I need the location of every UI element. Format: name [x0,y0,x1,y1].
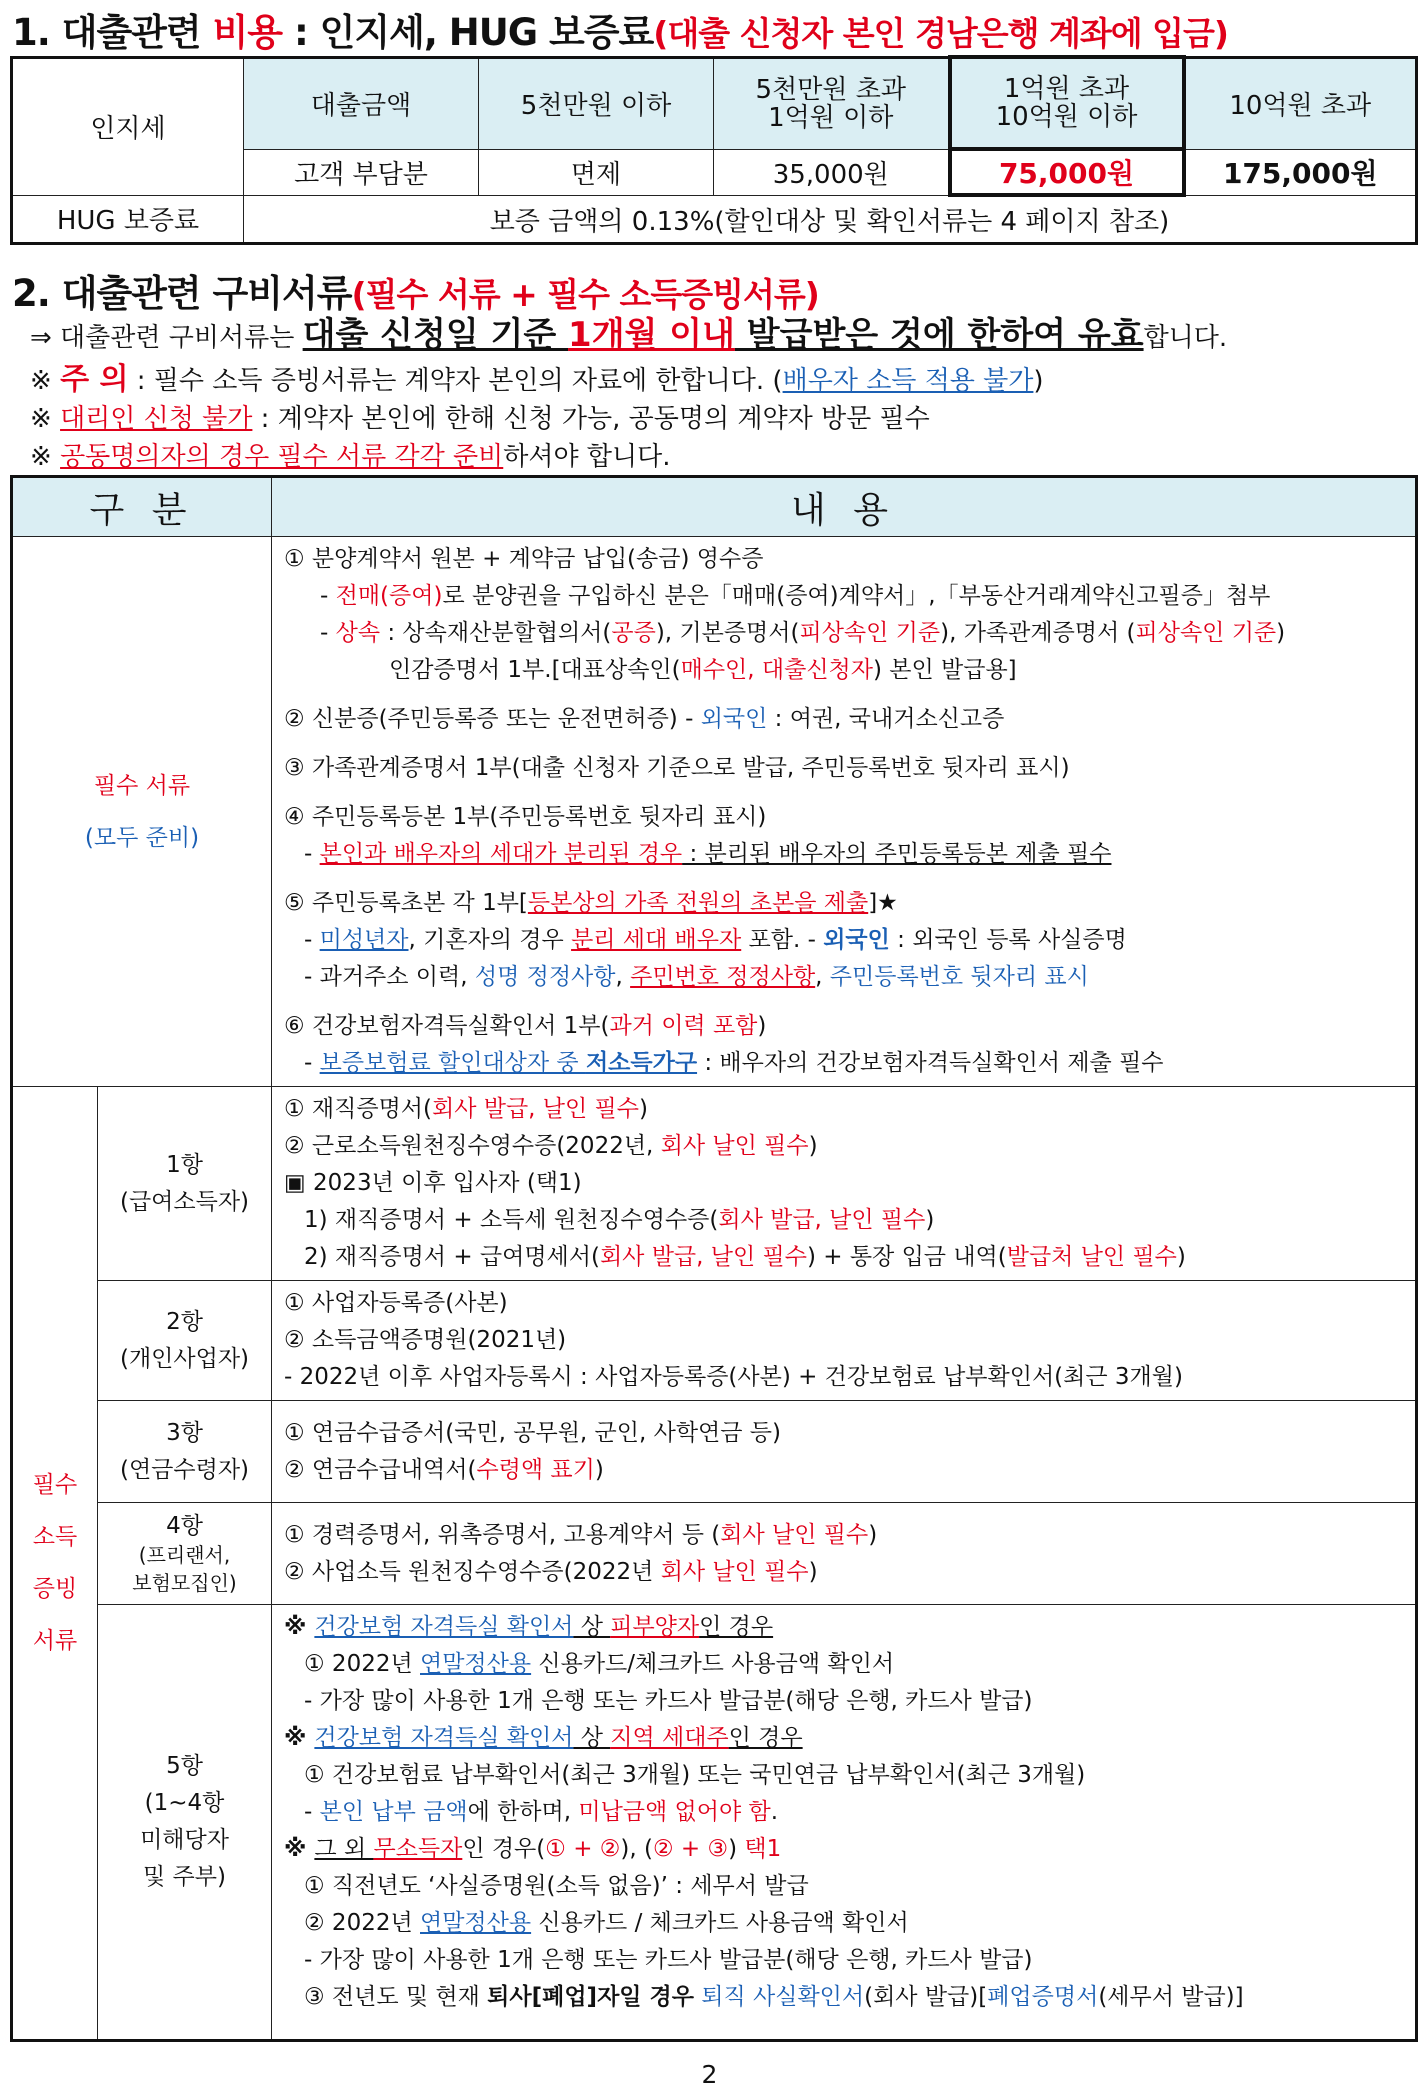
i5-b1: ① 건강보험료 납부확인서(최근 3개월) 또는 국민연금 납부확인서(최근 3개월) [304,1762,1086,1788]
income-5-content [272,1605,1417,2041]
proxy-red: 대리인 신청 불가 [60,404,253,434]
t: : 상속재산분할협의서( [380,620,612,646]
required-label: 필수 서류 [93,772,191,799]
income-1-content [272,1087,1417,1281]
section1-number: 1. [12,11,50,54]
joint-red: 공동명의자의 경우 필수 서류 각각 준비 [60,442,504,472]
t: 회사 날인 필수 [660,1133,809,1159]
income-3-label [98,1401,272,1503]
income-3-type: (연금수령자) [119,1456,250,1483]
fee-header-amount: 대출금액 [244,57,479,149]
t: 보증보험료 할인대상자 중 [319,1050,586,1076]
notes [30,312,1227,476]
t: 주민번호 정정사항 [630,964,816,990]
validity-post: 합니다. [1143,323,1228,353]
fee-header-50m-100m: 5천만원 초과 1억원 이하 [714,57,950,149]
income-4-label [98,1503,272,1605]
t: , [615,964,631,990]
fee-value-exempt: 면제 [479,149,714,195]
t: ]★ [868,890,898,916]
income-label-4: 서류 [32,1628,78,1654]
t: 회사 날인 필수 [660,1558,809,1585]
i5-c1: ① 직전년도 ‘사실증명원(소득 없음)’ : 세무서 발급 [304,1873,809,1899]
doc-item-4a [284,836,1415,873]
t: ② 2022년 [304,1910,420,1936]
t: (세무서 발급)] [1098,1984,1244,2010]
income-4-num: 4항 [166,1512,203,1539]
doc-item-5b [284,959,1415,996]
doc-item-1c [284,652,1415,689]
section2-title: 대출관련 구비서류 [61,272,352,315]
t: - [304,1799,320,1825]
section2-number: 2. [12,272,50,315]
t: 폐업증명서 [987,1984,1099,2010]
i1-5 [284,1239,1415,1276]
t: ), 가족관계증명서 ( [940,620,1136,646]
t: 2) 재직증명서 + 급여명세서( [304,1244,600,1270]
t: 회사 날인 필수 [720,1521,869,1548]
t: 분리 세대 배우자 [571,927,742,953]
income-2-type: (개인사업자) [119,1345,250,1372]
caution-mark: ※ [30,366,52,396]
t: ② 사업소득 원천징수영수증(2022년 [284,1558,661,1585]
t: 퇴직 사실확인서 [701,1984,865,2010]
t: ) [639,1096,648,1122]
fee-header-under-50m: 5천만원 이하 [479,57,714,149]
caution-end: ) [1033,366,1044,396]
i2-2: ② 소득금액증명원(2021년) [284,1327,567,1353]
t: 피상속인 기준 [1135,620,1277,646]
t: ) 본인 발급용] [872,657,1017,683]
t: ① + ② [545,1836,621,1862]
section1-title: 대출관련 [61,11,201,54]
caution-spouse: 배우자 소득 적용 불가 [782,366,1034,396]
doc-item-3: ③ 가족관계증명서 1부(대출 신청자 기준으로 발급, 주민등록번호 뒷자리 표시) [284,755,1070,781]
income-1-label [98,1087,272,1281]
t: , 기혼자의 경우 [408,927,572,953]
t: 신용카드 / 체크카드 사용금액 확인서 [531,1910,909,1936]
t: - 과거주소 이력, [304,964,475,990]
t: 건강보험 자격득실 확인서 [314,1725,574,1751]
income-2-content [272,1281,1417,1401]
doc-item-1: ① 분양계약서 원본 + 계약금 납입(송금) 영수증 [284,546,764,572]
i2-3: - 2022년 이후 사업자등록시 : 사업자등록증(사본) + 건강보험료 납부확인서(최근 3개월) [284,1364,1183,1390]
income-4-content [272,1503,1417,1605]
t: ), 기본증명서( [655,620,800,646]
i4-1 [284,1517,1415,1554]
caution-label: 주 의 [60,362,129,397]
t: 인감증명서 1부.[대표상속인( [389,657,681,683]
t: ), ( [620,1836,653,1862]
t: 외국인 [700,706,768,732]
t: 미성년자 [319,927,409,953]
i1-3: ▣ 2023년 이후 입사자 (택1) [284,1170,582,1196]
t: 인 경우( [462,1836,546,1862]
validity-a: 대출 신청일 기준 [302,315,569,355]
validity-red: 1개월 이내 [568,315,735,355]
doc-item-5 [284,885,1415,922]
t: 신용카드/체크카드 사용금액 확인서 [531,1651,895,1677]
hug-fee-label: HUG 보증료 [12,195,244,243]
t: - [320,583,336,609]
i5-a2: - 가장 많이 사용한 1개 은행 또는 카드사 발급분(해당 은행, 카드사 발급) [304,1688,1033,1714]
i3-1: ① 연금수급증서(국민, 공무원, 군인, 사학연금 등) [284,1419,781,1446]
t: 과거 이력 포함 [609,1013,758,1039]
t: ) [868,1521,878,1548]
t: ) [1276,620,1286,646]
t: - [320,620,336,646]
t: ① 재직증명서( [284,1096,432,1122]
t: ※ [284,1725,315,1751]
t: ) [808,1558,818,1585]
t: 외국인 [823,927,890,953]
t: . [770,1799,779,1825]
i5-c2 [284,1905,1415,1942]
section1-heading [12,2,1228,56]
joint-note [30,438,1227,476]
t: 포함. - [741,927,824,953]
validity-b: 발급받은 것에 한하여 유효 [734,315,1144,355]
t: - [304,1050,320,1076]
income-label-2: 소득 [32,1524,78,1550]
category-header: 구 분 [12,477,272,537]
t: ) [808,1133,818,1159]
t: ※ [284,1614,315,1640]
t: - [304,927,320,953]
t: 저소득가구 [585,1050,698,1076]
income-4-type-b: 보험모집인) [132,1570,237,1595]
proxy-text: : 계약자 본인에 한해 신청 가능, 공동명의 계약자 방문 필수 [252,404,930,434]
documents-table [10,475,1418,2042]
section2-title-note: (필수 서류 + 필수 소득증빙서류) [351,275,819,314]
caution-text: : 필수 소득 증빙서류는 계약자 본인의 자료에 한합니다. ( [136,366,783,396]
t: 주민등록번호 뒷자리 표시 [829,964,1089,990]
t: : 분리된 배우자의 주민등록등본 제출 필수 [682,841,1112,867]
joint-mark: ※ [30,442,52,472]
t: 본인 납부 금액 [319,1799,468,1825]
income-docs-label [12,1087,98,2041]
i5-c [284,1831,1415,1868]
t: 1) 재직증명서 + 소득세 원천징수영수증( [304,1207,719,1233]
doc-item-4: ④ 주민등록등본 1부(주민등록번호 뒷자리 표시) [284,804,767,830]
t: 상속 [335,620,381,646]
t: 연말정산용 [420,1651,532,1677]
i5-c3: - 가장 많이 사용한 1개 은행 또는 카드사 발급분(해당 은행, 카드사 발급) [304,1947,1033,1973]
required-label-all: (모두 준비) [84,824,200,851]
t: , [815,964,830,990]
required-docs-content [272,537,1417,1087]
income-5-type-c: 및 주부) [143,1864,226,1890]
t: 전매(증여) [335,583,443,609]
fee-header-100m-1b: 1억원 초과 10억원 이하 [950,57,1184,149]
section2-heading [12,263,819,317]
income-1-num: 1항 [166,1151,203,1178]
section1-title-highlight: 비용 [212,11,283,54]
doc-item-6 [284,1008,1415,1045]
t: ) [757,1013,767,1039]
income-1-type: (급여소득자) [119,1188,250,1215]
income-4-type-a: (프리랜서, [138,1542,231,1567]
t: ② 근로소득원천징수영수증(2022년, [284,1133,661,1159]
income-2-label [98,1281,272,1401]
stamp-tax-label: 인지세 [12,57,244,195]
t: 피상속인 기준 [799,620,941,646]
t: 회사 발급, 날인 필수 [432,1096,639,1122]
doc-item-2 [284,701,1415,738]
t: ) [925,1207,935,1233]
t: ⑤ 주민등록초본 각 1부[ [284,890,528,916]
hug-fee-text: 보증 금액의 0.13%(할인대상 및 확인서류는 4 페이지 참조) [244,195,1417,243]
t: ) [1176,1244,1186,1270]
i1-1 [284,1091,1415,1128]
fee-header-over-1b: 10억원 초과 [1184,57,1417,149]
i4-2 [284,1554,1415,1591]
t: : 외국인 등록 사실증명 [889,927,1127,953]
fee-value-175000: 175,000원 [1184,149,1417,195]
t: ② 신분증(주민등록증 또는 운전면허증) - [284,706,701,732]
t: 본인과 배우자의 세대가 분리된 경우 [319,841,683,867]
i5-a1 [284,1646,1415,1683]
t: 미납금액 없어야 함 [578,1799,771,1825]
t: 택1 [744,1836,782,1862]
t: 에 한하며, [467,1799,579,1825]
customer-burden-label: 고객 부담분 [244,149,479,195]
t: 피부양자 [610,1614,700,1640]
i5-b2 [284,1794,1415,1831]
t: 상 [573,1614,611,1640]
page-number: 2 [701,2060,718,2089]
t: ③ 전년도 및 현재 [304,1984,488,2010]
income-5-type-b: 미해당자 [140,1827,229,1853]
i2-1: ① 사업자등록증(사본) [284,1290,508,1316]
t: 매수인, 대출신청자 [680,657,873,683]
income-label-1: 필수 [32,1472,78,1498]
t: 건강보험 자격득실 확인서 [314,1614,574,1640]
t: 수령액 표기 [476,1456,595,1483]
t: - [304,841,320,867]
t: ) + 통장 입금 내역( [806,1244,1007,1270]
t: ① 2022년 [304,1651,420,1677]
t: 발급처 날인 필수 [1006,1244,1177,1270]
fee-value-35000: 35,000원 [714,149,950,195]
t: ① 경력증명서, 위촉증명서, 고용계약서 등 ( [284,1521,721,1548]
t: 성명 정정사항 [474,964,616,990]
income-label-3: 증빙 [32,1576,78,1602]
i3-2 [284,1452,1415,1489]
t: 회사 발급, 날인 필수 [599,1244,807,1270]
section1-title-rest: : 인지세, HUG 보증료 [293,11,654,54]
doc-item-1a [284,578,1415,615]
t: 등본상의 가족 전원의 초본을 제출 [527,890,869,916]
content-header: 내 용 [272,477,1417,537]
t: 인 경우 [728,1725,803,1751]
t: ② 연금수급내역서( [284,1456,477,1483]
doc-item-1b [284,615,1415,652]
doc-item-5a [284,922,1415,959]
i5-a [284,1609,1415,1646]
income-3-content [272,1401,1417,1503]
doc-item-6a [284,1045,1415,1082]
caution-note [30,361,1227,400]
t: ※ [284,1836,315,1862]
joint-text: 하셔야 합니다. [503,442,671,472]
proxy-note [30,400,1227,438]
section1-title-note: (대출 신청자 본인 경남은행 계좌에 입금) [653,14,1228,53]
fee-value-75000: 75,000원 [950,149,1184,195]
t: 연말정산용 [420,1910,532,1936]
t: 인 경우 [699,1614,774,1640]
income-5-type-a: (1~4항 [144,1790,225,1816]
i5-c4 [284,1979,1415,2016]
t: ) [594,1456,604,1483]
required-docs-label [12,537,272,1087]
t: 공증 [611,620,656,646]
i1-2 [284,1128,1415,1165]
income-5-num: 5항 [166,1753,203,1779]
t: 회사 발급, 날인 필수 [718,1207,926,1233]
t: 지역 세대주 [610,1725,729,1751]
t: ) [728,1836,745,1862]
income-2-num: 2항 [166,1308,203,1335]
income-3-num: 3항 [166,1419,203,1446]
t: ⑥ 건강보험자격득실확인서 1부( [284,1013,610,1039]
t: 퇴사[폐업]자일 경우 [487,1984,694,2010]
i5-b [284,1720,1415,1757]
t: 그 외 [314,1836,374,1862]
validity-pre: ⇒ 대출관련 구비서류는 [30,323,303,353]
validity-note [30,312,1227,361]
proxy-mark: ※ [30,404,52,434]
t: ② + ③ [652,1836,729,1862]
t: 무소득자 [373,1836,463,1862]
t: : 여권, 국내거소신고증 [767,706,1005,732]
t: (회사 발급)[ [864,1984,988,2010]
fee-table [10,55,1418,245]
income-5-label [98,1605,272,2041]
t: 상 [573,1725,611,1751]
t: 로 분양권을 구입하신 분은「매매(증여)계약서」,「부동산거래계약신고필증」첨부 [442,583,1271,609]
i1-4 [284,1202,1415,1239]
t: : 배우자의 건강보험자격득실확인서 제출 필수 [697,1050,1164,1076]
